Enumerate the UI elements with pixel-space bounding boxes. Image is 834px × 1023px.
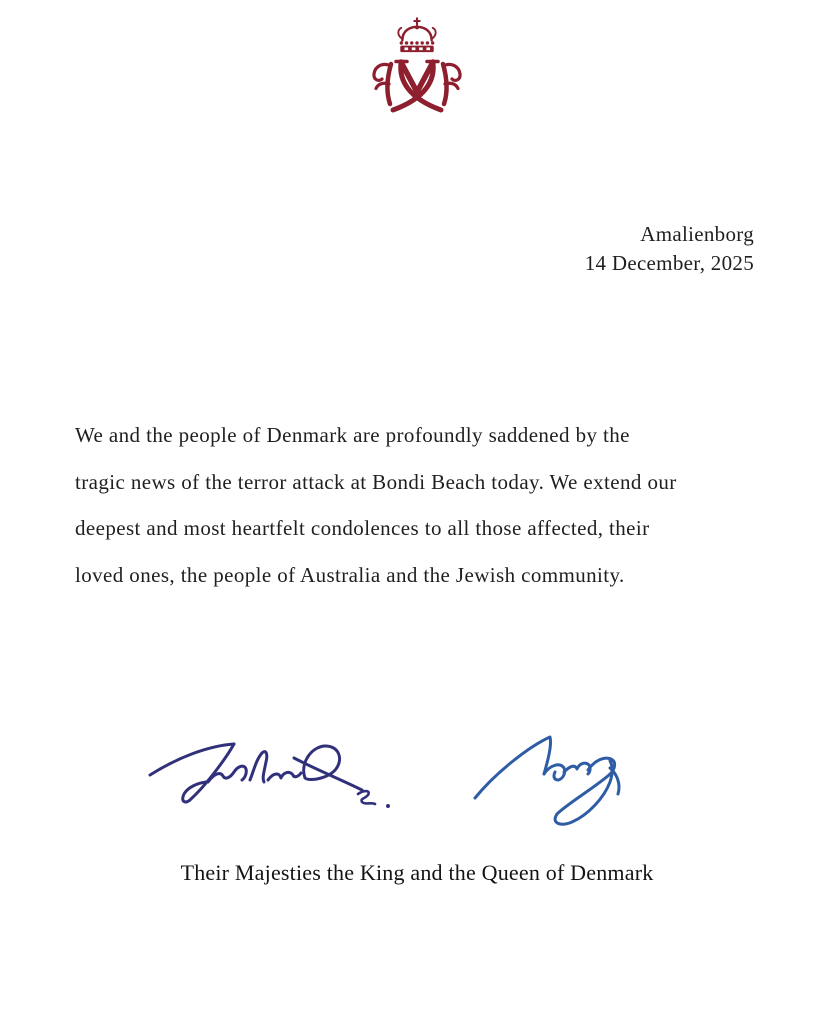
fm-cipher-icon (371, 54, 463, 116)
frederik-signature (142, 720, 392, 815)
mary-signature (472, 730, 632, 830)
place-line: Amalienborg (640, 222, 754, 246)
date-line: 14 December, 2025 (584, 251, 754, 275)
body-line: tragic news of the terror attack at Bondi Beach today. We extend our (75, 469, 677, 494)
royal-crown-icon (394, 17, 440, 53)
body-line: loved ones, the people of Australia and the Jewish community. (75, 562, 625, 587)
royal-monogram (371, 17, 463, 116)
signatories-caption: Their Majesties the King and the Queen of Denmark (180, 860, 654, 885)
dateline-block (585, 220, 754, 278)
body-line: deepest and most heartfelt condolences to all those affected, their (75, 516, 650, 540)
body-line: We and the people of Denmark are profoundly saddened by the (75, 423, 630, 447)
letter-body (75, 412, 779, 598)
